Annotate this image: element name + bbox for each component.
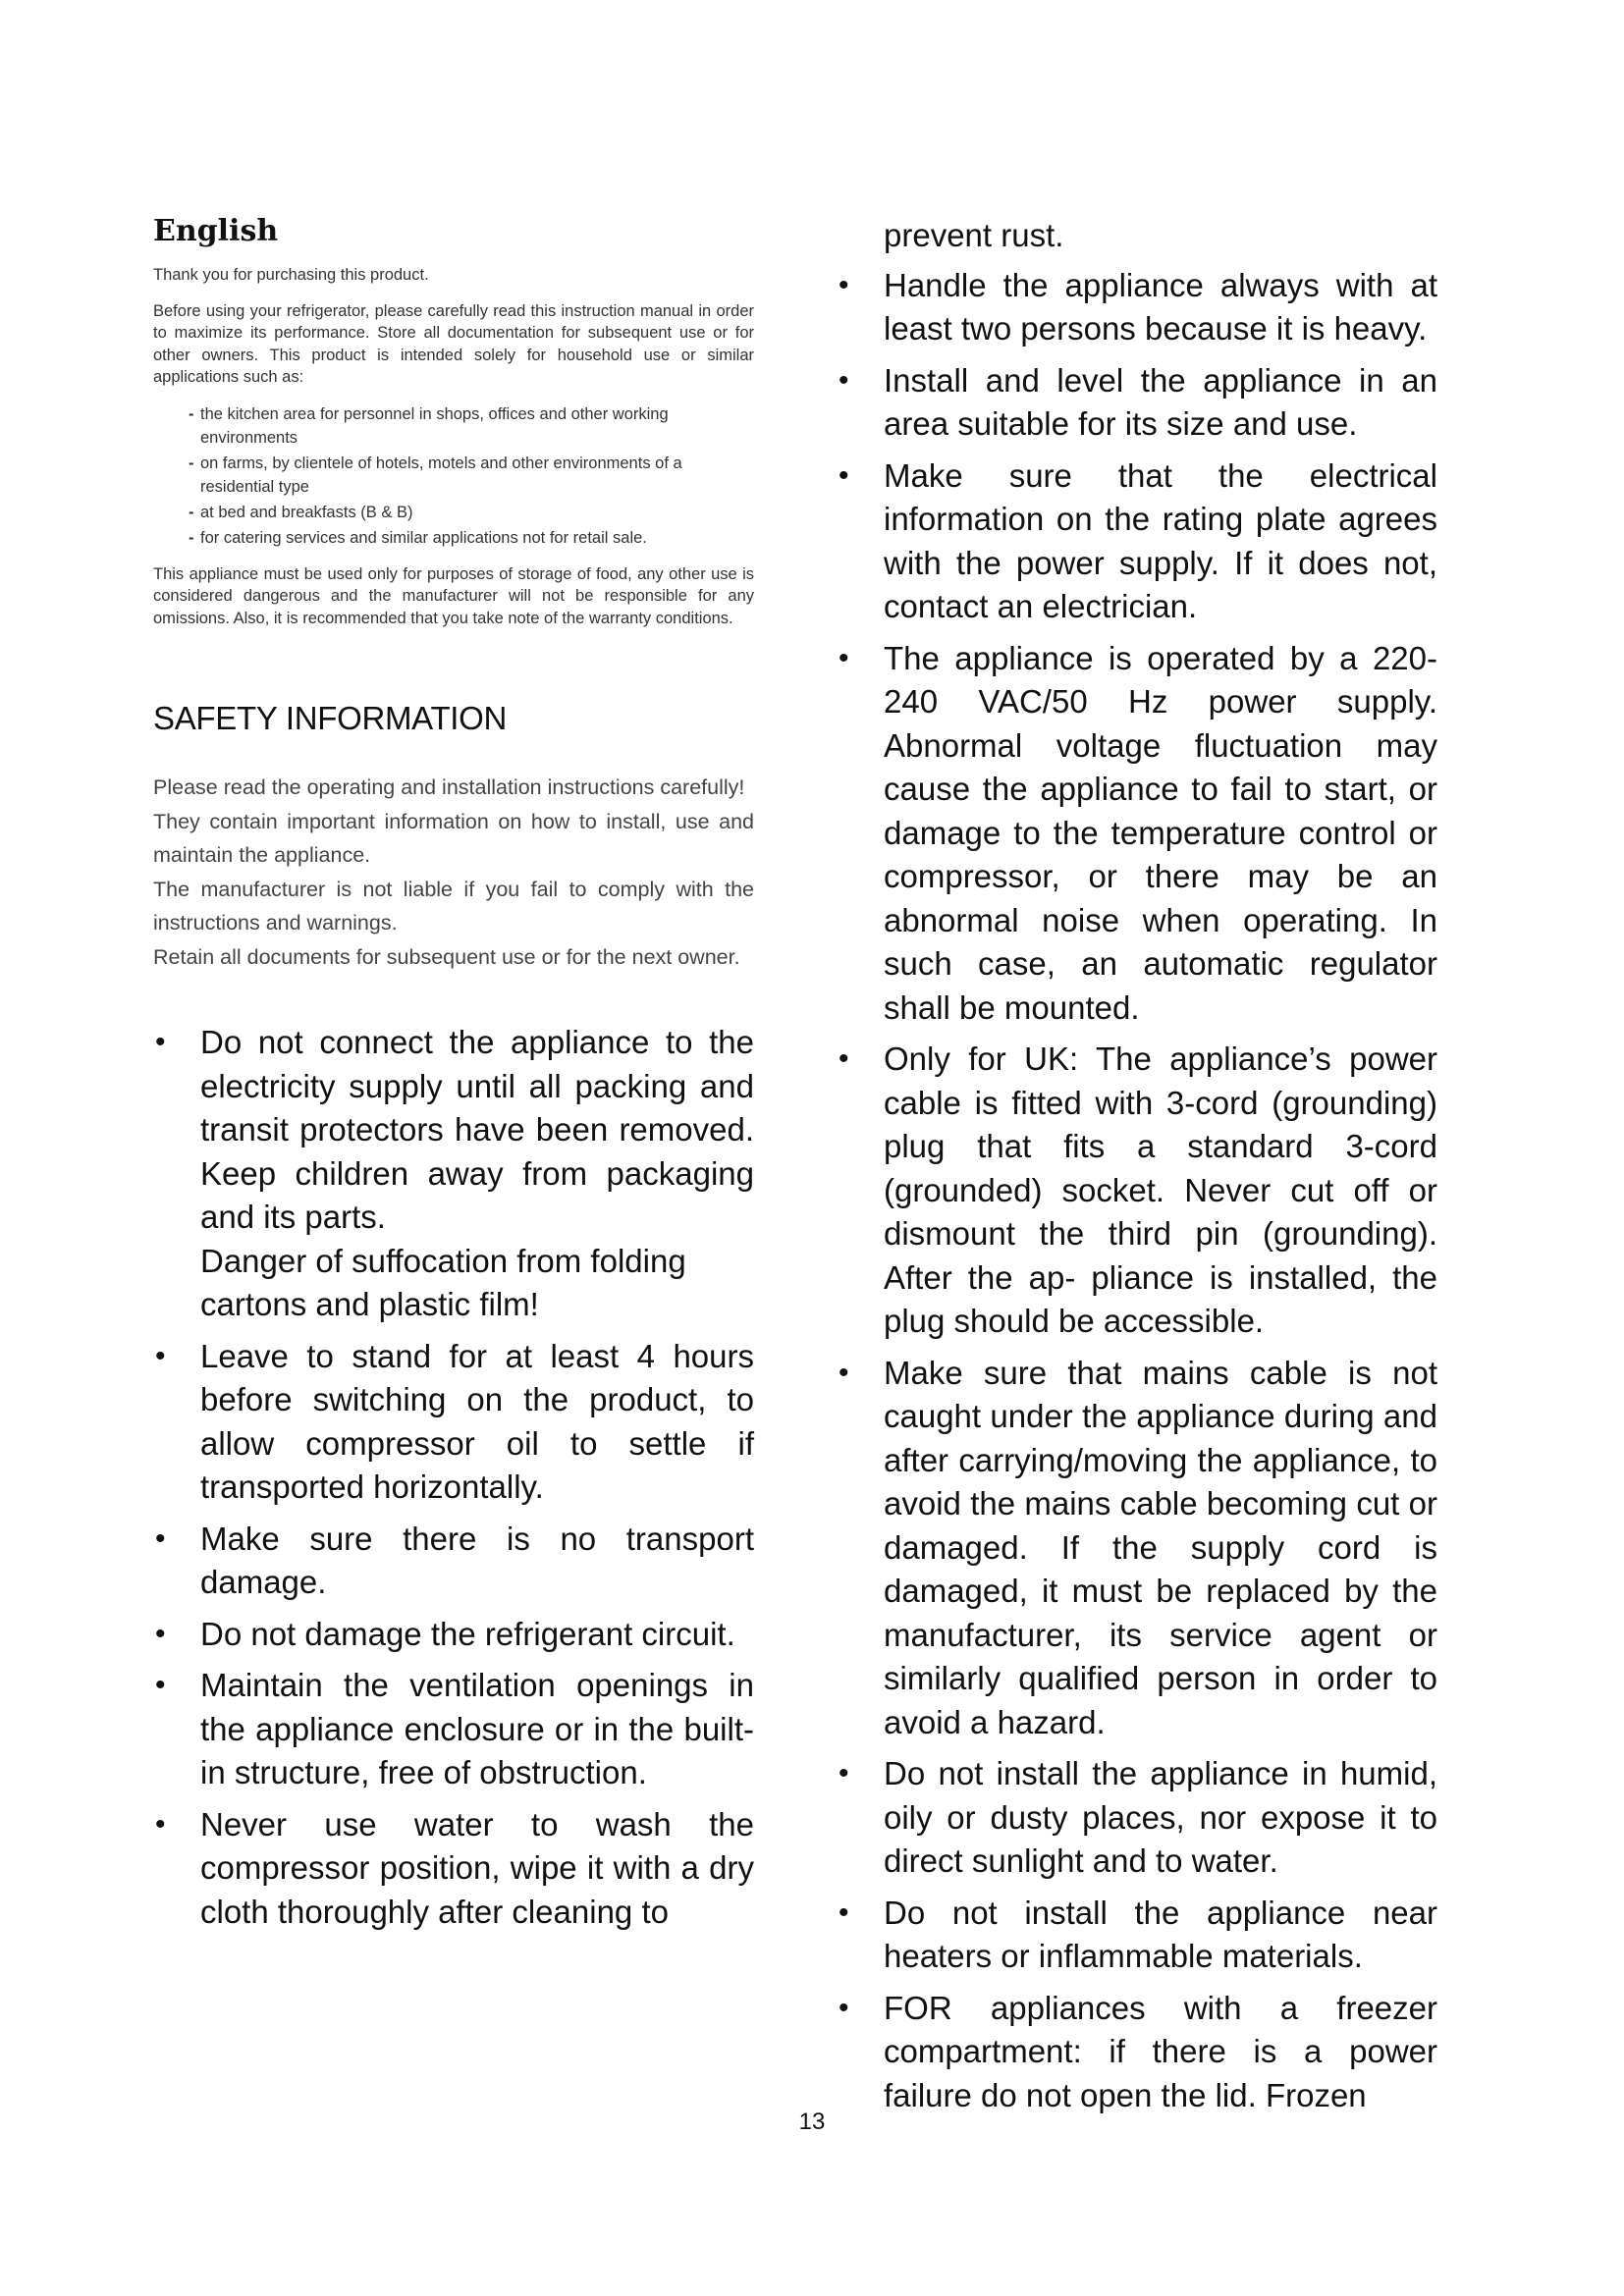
uses-list bbox=[153, 402, 754, 550]
bullet-item: • Leave to stand for at least 4 hours before switching on the product, to allow compressor oil to settle if transported horizontally. bbox=[153, 1335, 754, 1510]
continued-text: prevent rust. bbox=[884, 217, 1064, 253]
safety-heading: SAFETY INFORMATION bbox=[153, 700, 508, 736]
bullet-item bbox=[153, 1021, 754, 1327]
intro-text: Before using your refrigerator, please carefully read this instruction manual in order to maximize its performance. Store all documentation for subsequent use or for other owners. This product is intended solely for household use or similar applications such as: bbox=[153, 301, 754, 386]
thanks-text: Thank you for purchasing this product. bbox=[153, 266, 429, 284]
usage-note: This appliance must be used only for purposes of storage of food, any other use is considered dangerous and the manufacturer will not be responsible for any omissions. Also, it is recommended that you take note of the warranty conditions. bbox=[153, 564, 754, 627]
language-heading: English bbox=[153, 214, 279, 248]
bullet-item: • Do not install the appliance in humid, oily or dusty places, nor expose it to direct sunlight and to water. bbox=[837, 1752, 1437, 1884]
right-column bbox=[837, 214, 1437, 2125]
bullet-item: • Install and level the appliance in an area suitable for its size and use. bbox=[837, 359, 1437, 447]
bullet-text: Do not connect the appliance to the electricity supply until all packing and transit protectors have been removed. Keep children away from packaging and its parts. bbox=[200, 1024, 754, 1235]
left-bullet-list bbox=[153, 1021, 754, 1934]
bullet-item: • Make sure there is no transport damage. bbox=[153, 1518, 754, 1605]
bullet-item: • Never use water to wash the compressor position, wipe it with a dry cloth thoroughly after cleaning to bbox=[153, 1803, 754, 1935]
list-item: - for catering services and similar applications not for retail sale. bbox=[153, 526, 754, 550]
safety-paragraph: The manufacturer is not liable if you fail to comply with the instructions and warnings. bbox=[153, 877, 754, 934]
bullet-item: • The appliance is operated by a 220-240 VAC/50 Hz power supply. Abnormal voltage fluctuation may cause the appliance to fail to start, or damage to the temperature control or compressor, or there may be an abnormal noise when operating. In such case, an automatic regulator shall be mounted. bbox=[837, 637, 1437, 1031]
bullet-subtext: Danger of suffocation from folding cartons and plastic film! bbox=[200, 1242, 686, 1322]
page-number: 13 bbox=[798, 2109, 826, 2135]
bullet-item: • Maintain the ventilation openings in the appliance enclosure or in the built-in structure, free of obstruction. bbox=[153, 1664, 754, 1795]
safety-paragraph: Retain all documents for subsequent use or for the next owner. bbox=[153, 944, 740, 969]
bullet-item: • Make sure that the electrical information on the rating plate agrees with the power supply. If it does not, contact an electrician. bbox=[837, 454, 1437, 629]
bullet-item: • FOR appliances with a freezer compartment: if there is a power failure do not open the lid. Frozen bbox=[837, 1987, 1437, 2118]
bullet-item: • Do not damage the refrigerant circuit. bbox=[153, 1613, 754, 1657]
bullet-item: • Make sure that mains cable is not caught under the appliance during and after carrying/moving the appliance, to avoid the mains cable becoming cut or damaged. If the supply cord is damaged, it must be replaced by the manufacturer, its service agent or similarly qualified person in order to avoid a hazard. bbox=[837, 1352, 1437, 1745]
bullet-item: • Do not install the appliance near heaters or inflammable materials. bbox=[837, 1892, 1437, 1979]
list-item: - on farms, by clientele of hotels, motels and other environments of a residential type bbox=[153, 452, 754, 499]
bullet-item: • Only for UK: The appliance’s power cable is fitted with 3-cord (grounding) plug that fits a standard 3-cord (grounded) socket. Never cut off or dismount the third pin (grounding). After the ap- pliance is installed, the plug should be accessible. bbox=[837, 1038, 1437, 1344]
safety-paragraph: They contain important information on how to install, use and maintain the appliance. bbox=[153, 809, 754, 867]
left-column bbox=[153, 214, 754, 1942]
list-item: - the kitchen area for personnel in shops, offices and other working environments bbox=[153, 402, 754, 450]
list-item: - at bed and breakfasts (B & B) bbox=[153, 501, 754, 524]
safety-paragraph: Please read the operating and installation instructions carefully! bbox=[153, 775, 745, 799]
right-bullet-list bbox=[837, 264, 1437, 2118]
bullet-item: • Handle the appliance always with at least two persons because it is heavy. bbox=[837, 264, 1437, 351]
